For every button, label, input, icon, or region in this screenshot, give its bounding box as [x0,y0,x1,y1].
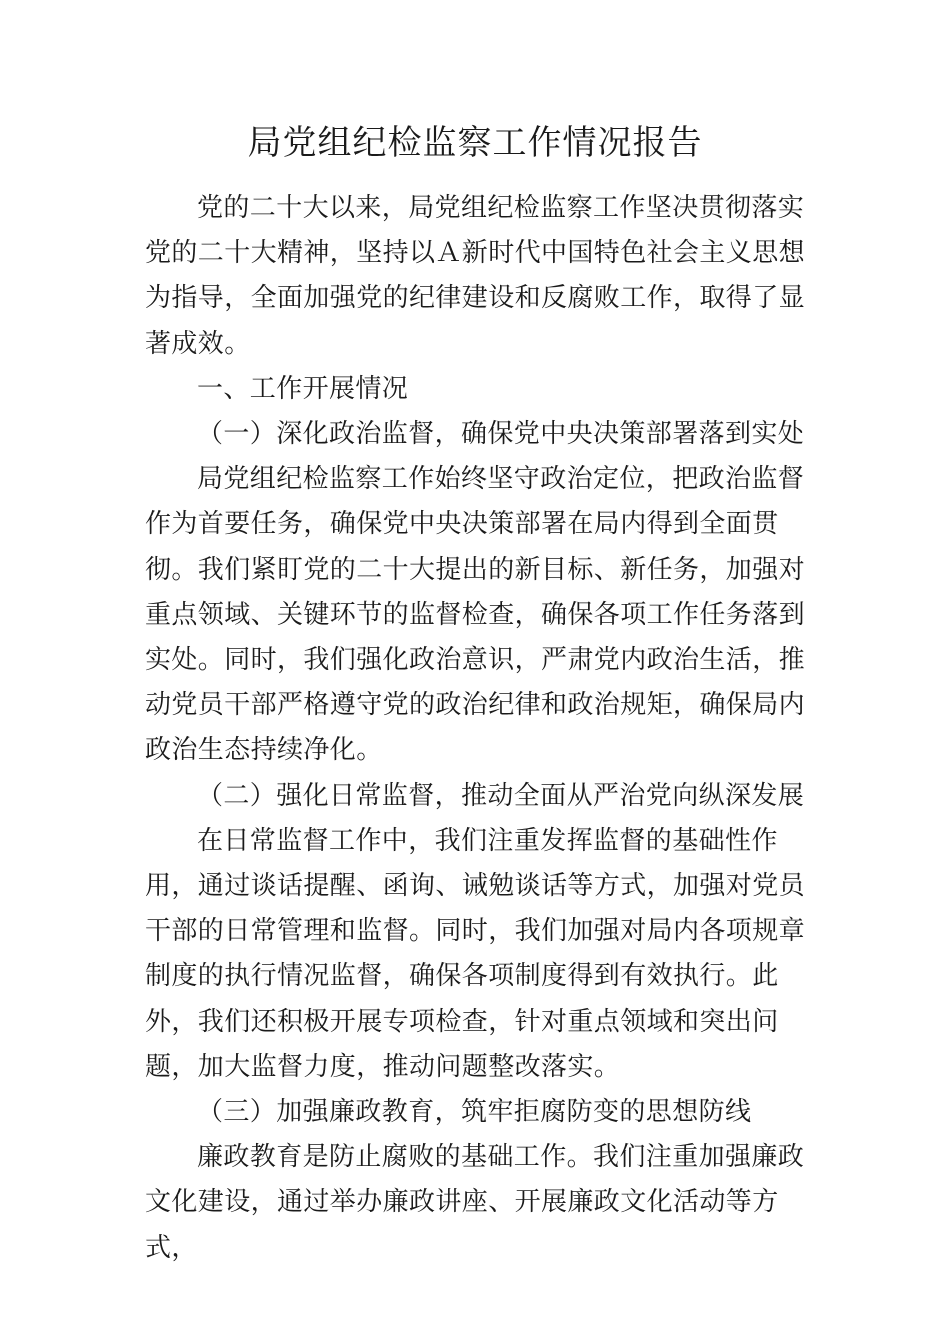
document-body [145,186,805,1271]
body-paragraph-1: 局党组纪检监察工作始终坚守政治定位，把政治监督作为首要任务，确保党中央决策部署在局内得到全面贯彻。我们紧盯党的二十大提出的新目标、新任务，加强对重点领域、关键环节的监督检查，确保各项工作任务落到实处。同时，我们强化政治意识，严肃党内政治生活，推动党员干部严格遵守党的政治纪律和政治规矩，确保局内政治生态持续净化。 [145,464,806,766]
document-title: 局党组纪检监察工作情况报告 [247,123,703,163]
intro-paragraph: 党的二十大以来，局党组纪检监察工作坚决贯彻落实党的二十大精神，坚持以Ａ新时代中国特色社会主义思想为指导，全面加强党的纪律建设和反腐败工作，取得了显著成效。 [145,193,806,359]
body-paragraph-2: 在日常监督工作中，我们注重发挥监督的基础性作用，通过谈话提醒、函询、诫勉谈话等方式，加强对党员干部的日常管理和监督。同时，我们加强对局内各项规章制度的执行情况监督，确保各项制度得到有效执行。此外，我们还积极开展专项检查，针对重点领域和突出问题，加大监督力度，推动问题整改落实。 [145,825,806,1082]
subheading-1: （一）深化政治监督，确保党中央决策部署落到实处 [197,419,805,450]
subheading-3: （三）加强廉政教育，筑牢拒腐防变的思想防线 [197,1097,752,1128]
subheading-2: （二）强化日常监督，推动全面从严治党向纵深发展 [197,780,805,811]
section-heading-1: 一、工作开展情况 [197,373,409,404]
body-paragraph-3: 廉政教育是防止腐败的基础工作。我们注重加强廉政文化建设，通过举办廉政讲座、开展廉政文化活动等方式， [145,1142,805,1263]
